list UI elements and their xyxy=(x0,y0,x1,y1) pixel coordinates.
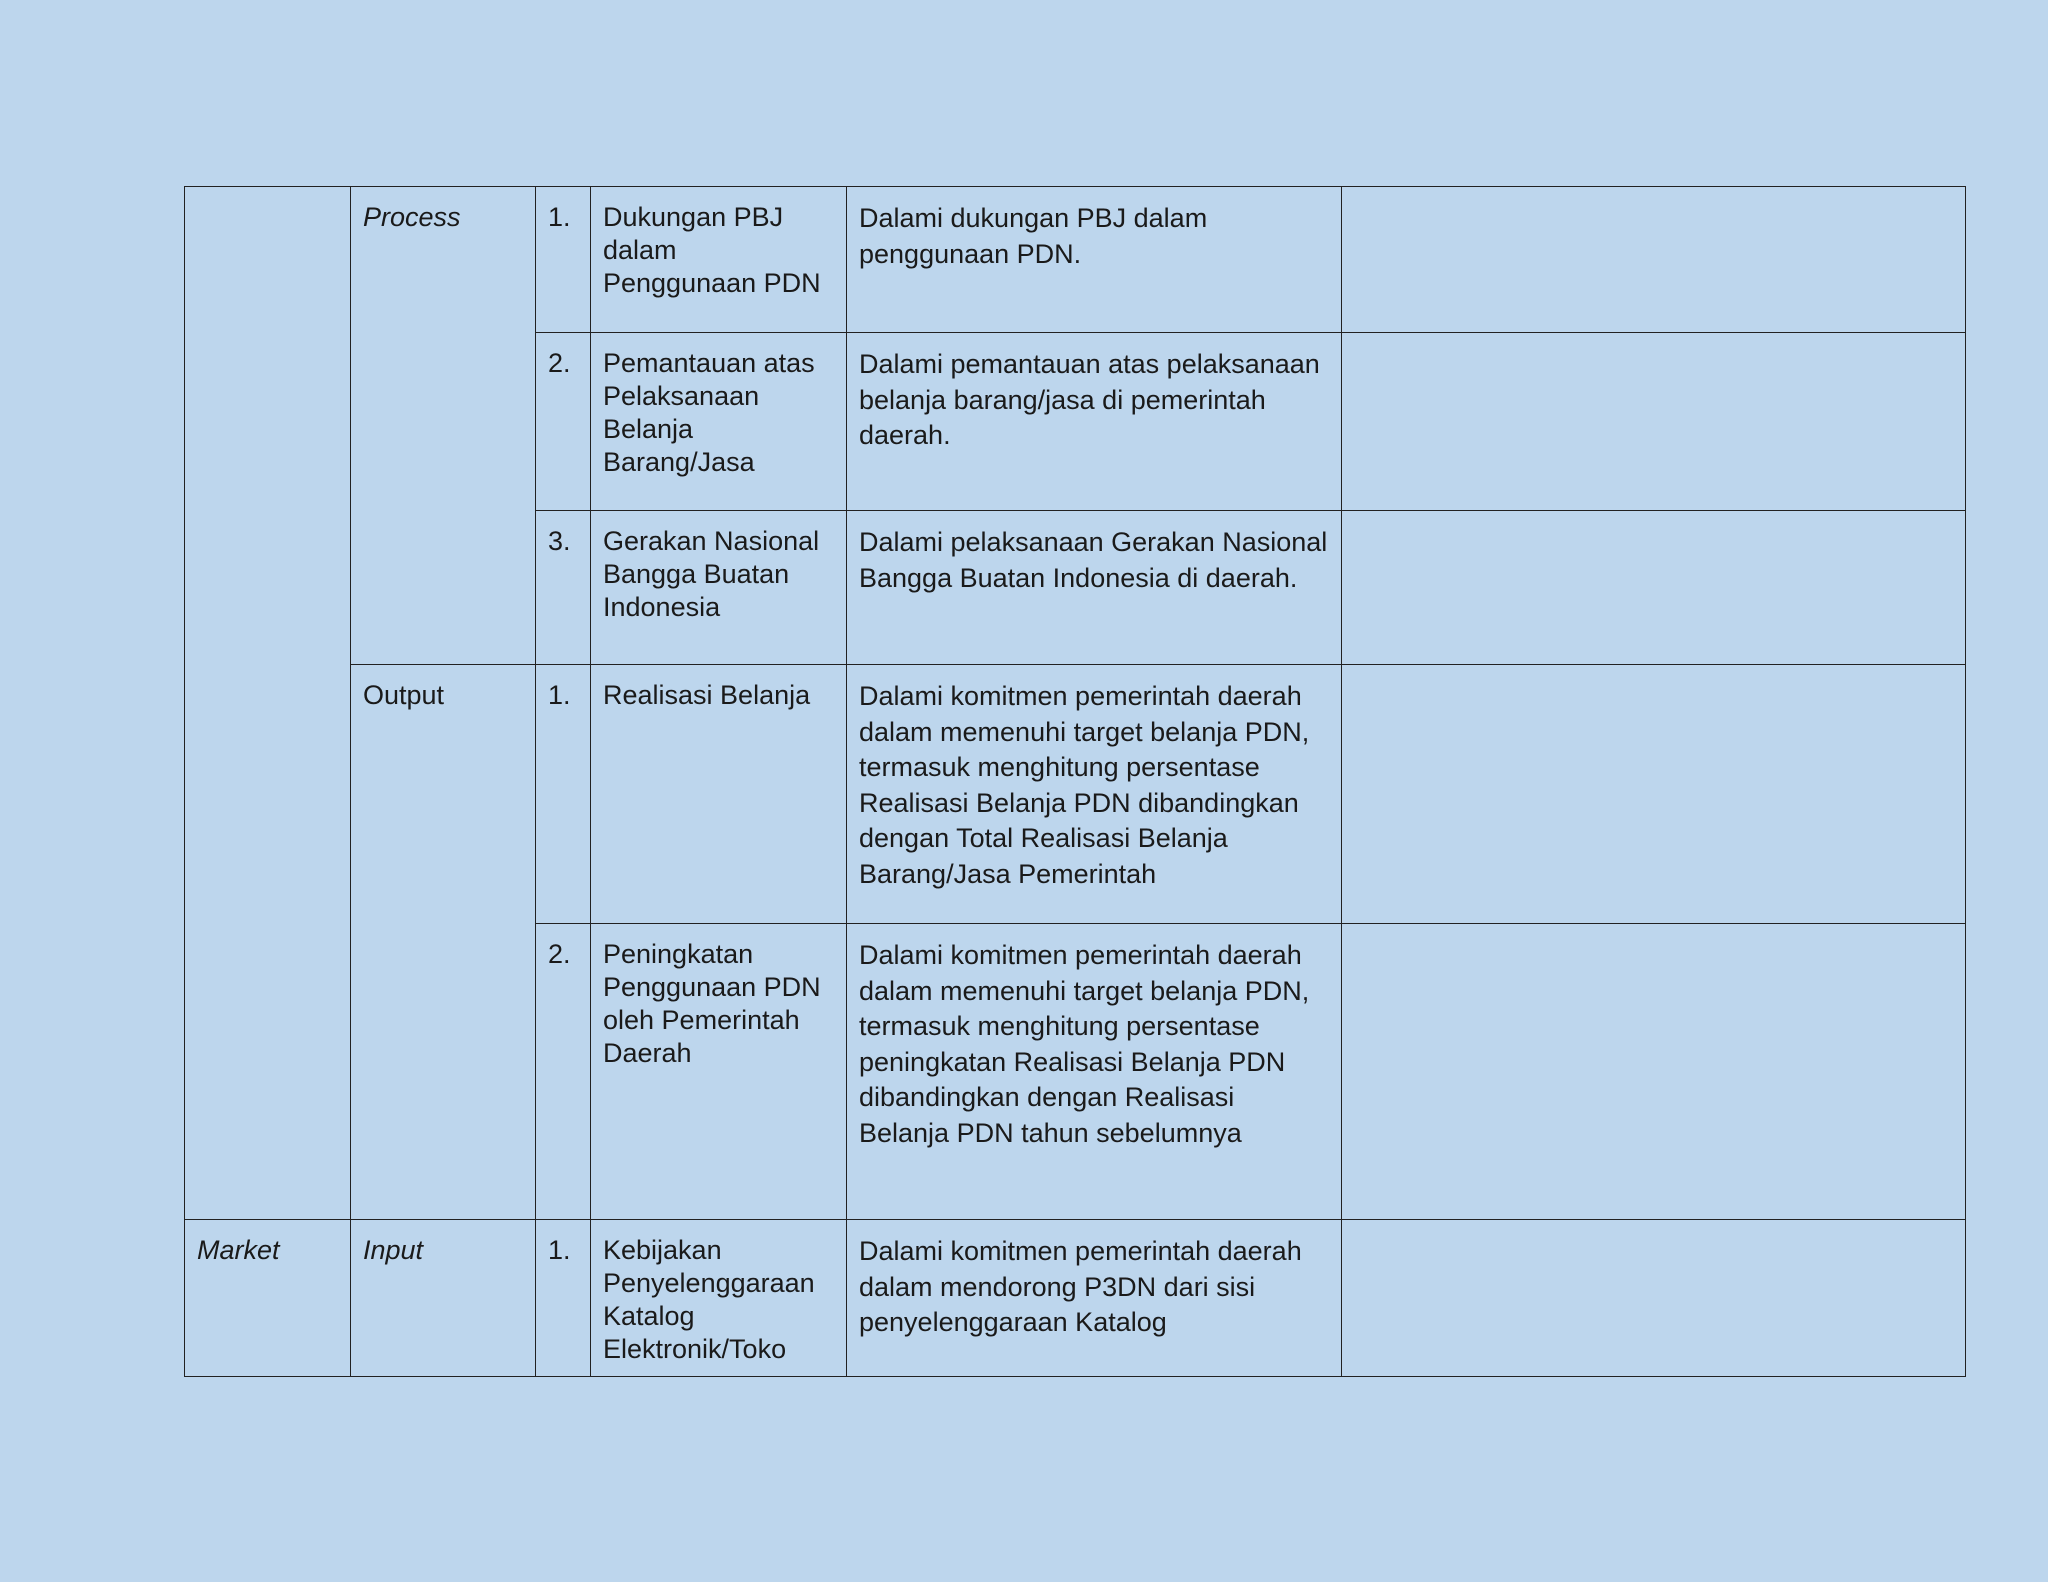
notes-cell xyxy=(1342,333,1966,511)
description-cell: Dalami pemantauan atas pelaksanaan belanja barang/jasa di pemerintah daerah. xyxy=(847,333,1342,511)
indicator-cell: Gerakan Nasional Bangga Buatan Indonesia xyxy=(591,511,847,665)
indicator-cell: Realisasi Belanja xyxy=(591,665,847,924)
notes-cell xyxy=(1342,665,1966,924)
row-number: 2. xyxy=(536,924,591,1220)
row-number: 1. xyxy=(536,665,591,924)
indicator-cell: Dukungan PBJ dalam Penggunaan PDN xyxy=(591,187,847,333)
row-number: 1. xyxy=(536,1220,591,1377)
description-cell: Dalami komitmen pemerintah daerah dalam memenuhi target belanja PDN, termasuk menghitung persentase peningkatan Realisasi Belanja PDN dibandingkan dengan Realisasi Belanja PDN tahun sebelumnya xyxy=(847,924,1342,1220)
description-cell: Dalami komitmen pemerintah daerah dalam memenuhi target belanja PDN, termasuk menghitung persentase Realisasi Belanja PDN dibandingkan dengan Total Realisasi Belanja Barang/Jasa Pemerintah xyxy=(847,665,1342,924)
indicator-cell: Peningkatan Penggunaan PDN oleh Pemerintah Daerah xyxy=(591,924,847,1220)
stage-cell-process: Process xyxy=(351,187,536,665)
row-number: 2. xyxy=(536,333,591,511)
stage-cell-input: Input xyxy=(351,1220,536,1377)
description-cell: Dalami komitmen pemerintah daerah dalam mendorong P3DN dari sisi penyelenggaraan Katalog xyxy=(847,1220,1342,1377)
description-cell: Dalami pelaksanaan Gerakan Nasional Bangga Buatan Indonesia di daerah. xyxy=(847,511,1342,665)
table-row xyxy=(185,1220,1966,1377)
dimension-cell-market: Market xyxy=(185,1220,351,1377)
notes-cell xyxy=(1342,1220,1966,1377)
stage-cell-output: Output xyxy=(351,665,536,1220)
notes-cell xyxy=(1342,924,1966,1220)
dimension-cell xyxy=(185,187,351,1220)
row-number: 1. xyxy=(536,187,591,333)
notes-cell xyxy=(1342,187,1966,333)
table-row xyxy=(185,665,1966,924)
row-number: 3. xyxy=(536,511,591,665)
table-row xyxy=(185,187,1966,333)
indicator-cell: Pemantauan atas Pelaksanaan Belanja Barang/Jasa xyxy=(591,333,847,511)
assessment-table xyxy=(184,186,1966,1377)
notes-cell xyxy=(1342,511,1966,665)
indicator-cell: Kebijakan Penyelenggaraan Katalog Elektronik/Toko xyxy=(591,1220,847,1377)
description-cell: Dalami dukungan PBJ dalam penggunaan PDN. xyxy=(847,187,1342,333)
